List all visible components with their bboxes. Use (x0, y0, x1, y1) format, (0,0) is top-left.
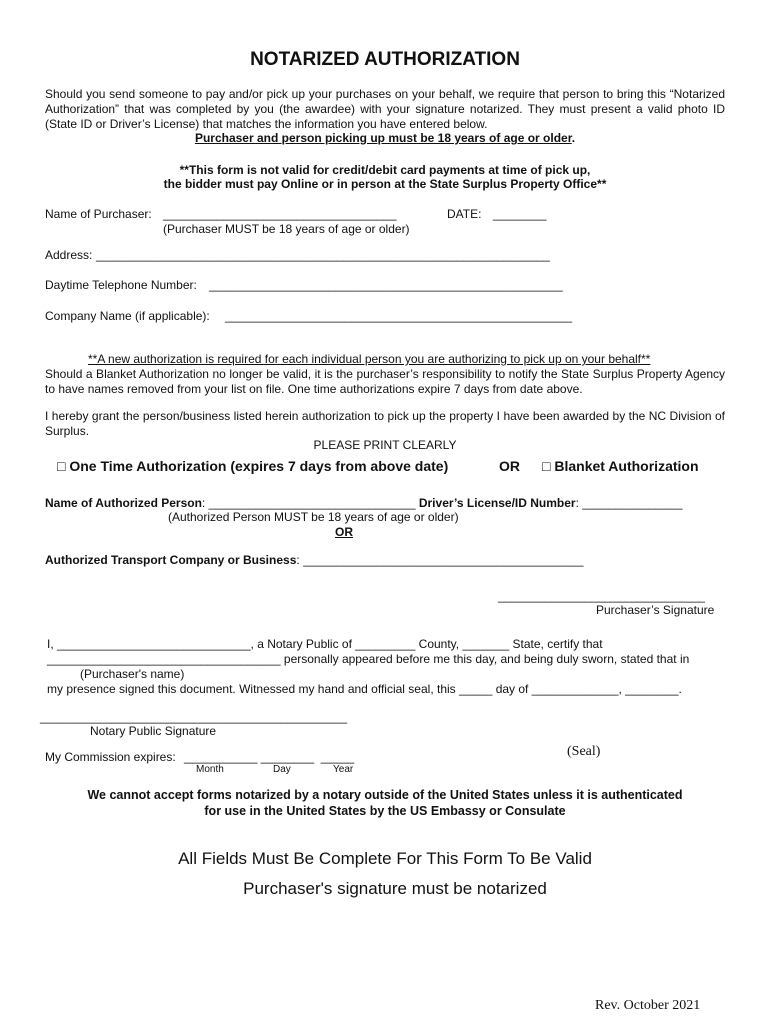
payment-notice-line2: the bidder must pay Online or in person at the State Surplus Property Office** (163, 177, 607, 191)
transport-colon: : (296, 553, 300, 567)
purchaser-name-caption: (Purchaser's name) (80, 667, 185, 681)
foreign-notary-notice-line1: We cannot accept forms notarized by a notary outside of the United States unless it is authenticated (87, 788, 683, 802)
authorized-person-colon: : (201, 496, 206, 510)
print-clearly: PLEASE PRINT CLEARLY (313, 438, 457, 452)
transport-field[interactable]: __________________________________________ (303, 553, 584, 567)
notary-line-3[interactable]: my presence signed this document. Witnessed my hand and official seal, this _____ day of _____________, ________. (47, 682, 682, 696)
notarize-notice: Purchaser's signature must be notarized (243, 879, 547, 898)
checkbox-one-time-icon[interactable]: □ (57, 458, 66, 474)
notary-signature-field[interactable]: ______________________________________________ (40, 710, 347, 724)
transport-label: Authorized Transport Company or Business (45, 553, 297, 567)
transport-row (45, 553, 583, 567)
license-label: Driver’s License/ID Number (418, 496, 576, 510)
authorized-person-label: Name of Authorized Person (45, 496, 202, 510)
license-colon: : (575, 496, 579, 510)
option-one-time-label: One Time Authorization (expires 7 days from above date) (69, 458, 449, 474)
phone-field[interactable]: _____________________________________________________ (209, 278, 563, 292)
purchaser-signature-label: Purchaser’s Signature (596, 603, 715, 617)
notary-signature-label: Notary Public Signature (90, 724, 217, 738)
option-blanket-label: Blanket Authorization (554, 458, 699, 474)
date-field[interactable]: ________ (493, 207, 547, 221)
age-notice-text: Purchaser and person picking up must be 18 years of age or older (194, 131, 572, 145)
company-field[interactable]: ____________________________________________________ (225, 309, 573, 323)
option-one-time[interactable] (57, 458, 448, 474)
authorized-person-age-note: (Authorized Person MUST be 18 years of age or older) (168, 510, 459, 524)
foreign-notary-notice-line2: for use in the United States by the US Embassy or Consulate (204, 804, 566, 818)
day-caption: Day (273, 764, 291, 775)
purchaser-signature-field[interactable]: _______________________________ (498, 589, 705, 603)
purchaser-name-field[interactable]: ___________________________________ (163, 207, 397, 221)
option-blanket[interactable] (542, 458, 699, 474)
notary-line-1[interactable]: I, _____________________________, a Notary Public of _________ County, _______ State, certify that (47, 637, 603, 651)
seal-label: (Seal) (567, 744, 601, 759)
phone-label: Daytime Telephone Number: (45, 278, 197, 292)
purchaser-age-note: (Purchaser MUST be 18 years of age or older) (163, 222, 410, 236)
license-field[interactable]: _______________ (582, 496, 683, 510)
year-caption: Year (333, 764, 354, 775)
blanket-notice: Should a Blanket Authorization no longer be valid, it is the purchaser’s responsibility to notify the State Surplus Property Agency to have names removed from your list on file. One time authorizations expire 7 days from date above. (45, 367, 725, 396)
address-field[interactable]: ____________________________________________________________________ (96, 248, 550, 262)
all-fields-notice: All Fields Must Be Complete For This Form To Be Valid (178, 849, 592, 868)
grant-text: I hereby grant the person/business listed herein authorization to pick up the property I have been awarded by the NC Division of Surplus. (45, 409, 725, 438)
age-notice (0, 131, 770, 145)
address-label: Address: (45, 248, 93, 262)
authorized-person-field[interactable]: _______________________________ (208, 496, 416, 510)
authorized-person-row (45, 496, 682, 510)
new-auth-notice: **A new authorization is required for each individual person you are authorizing to pick up on your behalf** (88, 352, 651, 366)
checkbox-blanket-icon[interactable]: □ (542, 458, 551, 474)
commission-fields[interactable]: ___________ ________ _____ (184, 750, 355, 764)
commission-label: My Commission expires: (45, 750, 176, 764)
notary-line-2[interactable]: ___________________________________ personally appeared before me this day, and being duly sworn, stated that in (47, 652, 690, 666)
purchaser-name-label: Name of Purchaser: (45, 207, 152, 221)
month-caption: Month (196, 764, 224, 775)
authorized-or-label: OR (335, 525, 353, 539)
date-label: DATE: (447, 207, 482, 221)
or-label: OR (499, 458, 520, 474)
revision-label: Rev. October 2021 (595, 998, 701, 1013)
page-title: NOTARIZED AUTHORIZATION (250, 49, 520, 70)
company-label: Company Name (if applicable): (45, 309, 210, 323)
payment-notice-line1: **This form is not valid for credit/debit card payments at time of pick up, (179, 163, 591, 177)
age-notice-period: . (571, 131, 576, 145)
intro-paragraph: Should you send someone to pay and/or pick up your purchases on your behalf, we require that person to bring this “Notarized Authorization” that was completed by you (the awardee) with your signature notarized. They must present a valid photo ID (State ID or Driver’s License) that matches the information you have entered below. (45, 87, 725, 131)
